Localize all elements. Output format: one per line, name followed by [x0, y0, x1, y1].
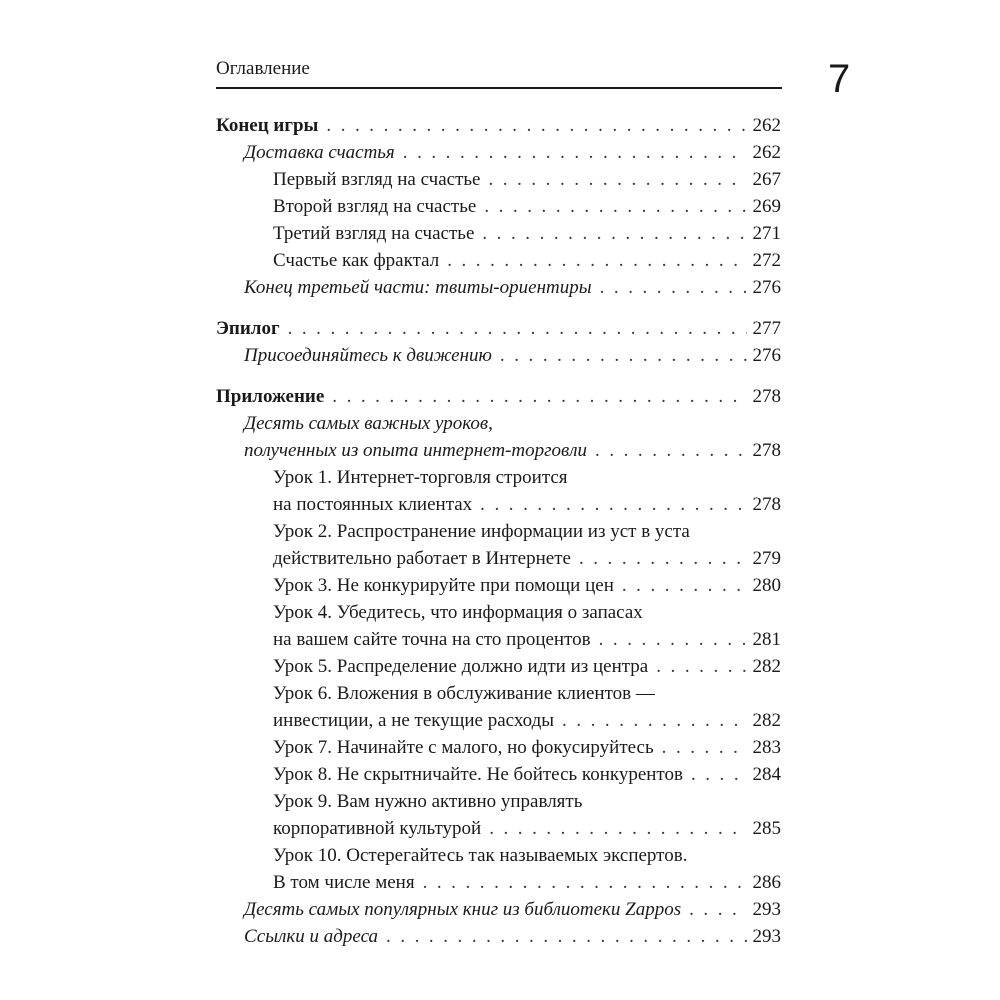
toc-entry-title: Десять самых важных уроков,: [244, 413, 493, 434]
toc-entry-page: 279: [752, 548, 781, 569]
dot-leader: [488, 167, 746, 193]
dot-leader: [447, 248, 746, 274]
toc-entry-title: Присоединяйтесь к движению: [244, 345, 492, 366]
toc-entry-page: 293: [752, 926, 781, 947]
dot-leader: [656, 654, 746, 680]
toc-entry-title: Урок 10. Остерегайтесь так называемых экспертов.: [273, 845, 688, 866]
toc-entry-lesson[interactable]: [216, 627, 781, 653]
dot-leader: [482, 221, 746, 247]
toc-entry-lesson[interactable]: [216, 546, 781, 572]
dot-leader: [489, 816, 746, 842]
toc-entry-title: Урок 2. Распространение информации из уст в уста: [273, 521, 690, 542]
dot-leader: [386, 924, 746, 950]
toc-entry-section[interactable]: [216, 194, 781, 220]
toc-entry-page: 277: [752, 318, 781, 339]
toc-entry-title: Конец игры: [216, 115, 319, 136]
toc-entry-section[interactable]: [216, 248, 781, 274]
toc-entry-chapter[interactable]: [216, 343, 781, 369]
toc-entry-page: 276: [752, 345, 781, 366]
toc-entry-lesson[interactable]: [216, 816, 781, 842]
dot-leader: [600, 275, 747, 301]
toc-entry-title: корпоративной культурой: [273, 818, 482, 839]
toc-entry-lesson-line1[interactable]: [216, 465, 781, 491]
toc-entry-title: Урок 6. Вложения в обслуживание клиентов —: [273, 683, 655, 704]
dot-leader: [595, 438, 746, 464]
toc-entry-chapter[interactable]: [216, 438, 781, 464]
toc-entry-title: полученных из опыта интернет-торговли: [244, 440, 588, 461]
toc-entry-lesson-line1[interactable]: [216, 600, 781, 626]
dot-leader: [599, 627, 747, 653]
toc-entry-title: действительно работает в Интернете: [273, 548, 571, 569]
toc-entry-part[interactable]: [216, 113, 781, 139]
toc-entry-page: 267: [752, 169, 781, 190]
toc-entry-page: 282: [752, 656, 781, 677]
toc-entry-lesson-line1[interactable]: [216, 843, 781, 869]
toc-entry-page: 269: [752, 196, 781, 217]
dot-leader: [326, 113, 746, 139]
toc-entry-title: Доставка счастья: [244, 142, 395, 163]
toc-entry-page: 278: [752, 494, 781, 515]
toc-entry-page: 262: [752, 142, 781, 163]
toc-entry-lesson[interactable]: [216, 870, 781, 896]
dot-leader: [288, 316, 747, 342]
toc-entry-lesson[interactable]: [216, 735, 781, 761]
toc-entry-title: Третий взгляд на счастье: [273, 223, 475, 244]
page-number: 7: [828, 57, 851, 101]
toc-entry-title: Урок 8. Не скрытничайте. Не бойтесь конкурентов: [273, 764, 683, 785]
dot-leader: [423, 870, 747, 896]
toc-entry-chapter[interactable]: [216, 140, 781, 166]
toc-entry-title: Эпилог: [216, 318, 280, 339]
dot-leader: [622, 573, 747, 599]
toc-entry-title: Урок 5. Распределение должно идти из центра: [273, 656, 649, 677]
dot-leader: [484, 194, 746, 220]
toc-entry-title: Второй взгляд на счастье: [273, 196, 477, 217]
dot-leader: [662, 735, 747, 761]
toc-entry-title: Урок 1. Интернет-торговля строится: [273, 467, 568, 488]
toc-entry-lesson[interactable]: [216, 654, 781, 680]
toc-entry-chapter[interactable]: [216, 897, 781, 923]
toc-entry-title: Приложение: [216, 386, 325, 407]
toc-entry-title: Урок 4. Убедитесь, что информация о запасах: [273, 602, 643, 623]
running-header-title: Оглавление: [216, 58, 310, 79]
toc-entry-chapter[interactable]: [216, 924, 781, 950]
dot-leader: [480, 492, 746, 518]
dot-leader: [562, 708, 746, 734]
toc-entry-page: 285: [752, 818, 781, 839]
toc-entry-lesson[interactable]: [216, 708, 781, 734]
toc-entry-title: Урок 3. Не конкурируйте при помощи цен: [273, 575, 614, 596]
toc-entry-lesson[interactable]: [216, 762, 781, 788]
toc-entry-title: Ссылки и адреса: [244, 926, 379, 947]
toc-entry-title: Первый взгляд на счастье: [273, 169, 481, 190]
toc-entry-part[interactable]: [216, 384, 781, 410]
toc-entry-page: 278: [752, 440, 781, 461]
toc-entry-title: инвестиции, а не текущие расходы: [273, 710, 555, 731]
toc-entry-page: 282: [752, 710, 781, 731]
toc-entry-page: 278: [752, 386, 781, 407]
toc-entry-section[interactable]: [216, 167, 781, 193]
toc-entry-title: Урок 7. Начинайте с малого, но фокусируйтесь: [273, 737, 654, 758]
toc-entry-page: 283: [752, 737, 781, 758]
toc-entry-lesson[interactable]: [216, 573, 781, 599]
toc-entry-page: 271: [752, 223, 781, 244]
toc-entry-title: Урок 9. Вам нужно активно управлять: [273, 791, 583, 812]
toc-entry-page: 262: [752, 115, 781, 136]
toc-entry-lesson-line1[interactable]: [216, 681, 781, 707]
toc-entry-lesson-line1[interactable]: [216, 519, 781, 545]
header-rule: [216, 87, 782, 89]
toc-entry-title: В том числе меня: [273, 872, 415, 893]
toc-entry-page: 293: [752, 899, 781, 920]
toc-entry-lesson-line1[interactable]: [216, 789, 781, 815]
toc-entry-lesson[interactable]: [216, 492, 781, 518]
toc-entry-page: 280: [752, 575, 781, 596]
toc-entry-page: 284: [752, 764, 781, 785]
toc-entry-title: на постоянных клиентах: [273, 494, 473, 515]
toc-entry-chapter[interactable]: [216, 275, 781, 301]
dot-leader: [689, 897, 746, 923]
dot-leader: [579, 546, 747, 572]
toc-entry-page: 276: [752, 277, 781, 298]
dot-leader: [332, 384, 746, 410]
toc-entry-page: 286: [752, 872, 781, 893]
toc-entry-title: Конец третьей части: твиты-ориентиры: [244, 277, 592, 298]
toc-entry-title: Десять самых популярных книг из библиотеки Zappos: [244, 899, 682, 920]
toc-entry-part[interactable]: [216, 316, 781, 342]
toc-entry-chapter-line1[interactable]: [216, 411, 781, 437]
dot-leader: [500, 343, 747, 369]
toc-entry-page: 272: [752, 250, 781, 271]
toc-entry-page: 281: [752, 629, 781, 650]
toc-entry-title: на вашем сайте точна на сто процентов: [273, 629, 591, 650]
toc-entry-section[interactable]: [216, 221, 781, 247]
dot-leader: [691, 762, 747, 788]
toc-entry-title: Счастье как фрактал: [273, 250, 440, 271]
dot-leader: [403, 140, 747, 166]
